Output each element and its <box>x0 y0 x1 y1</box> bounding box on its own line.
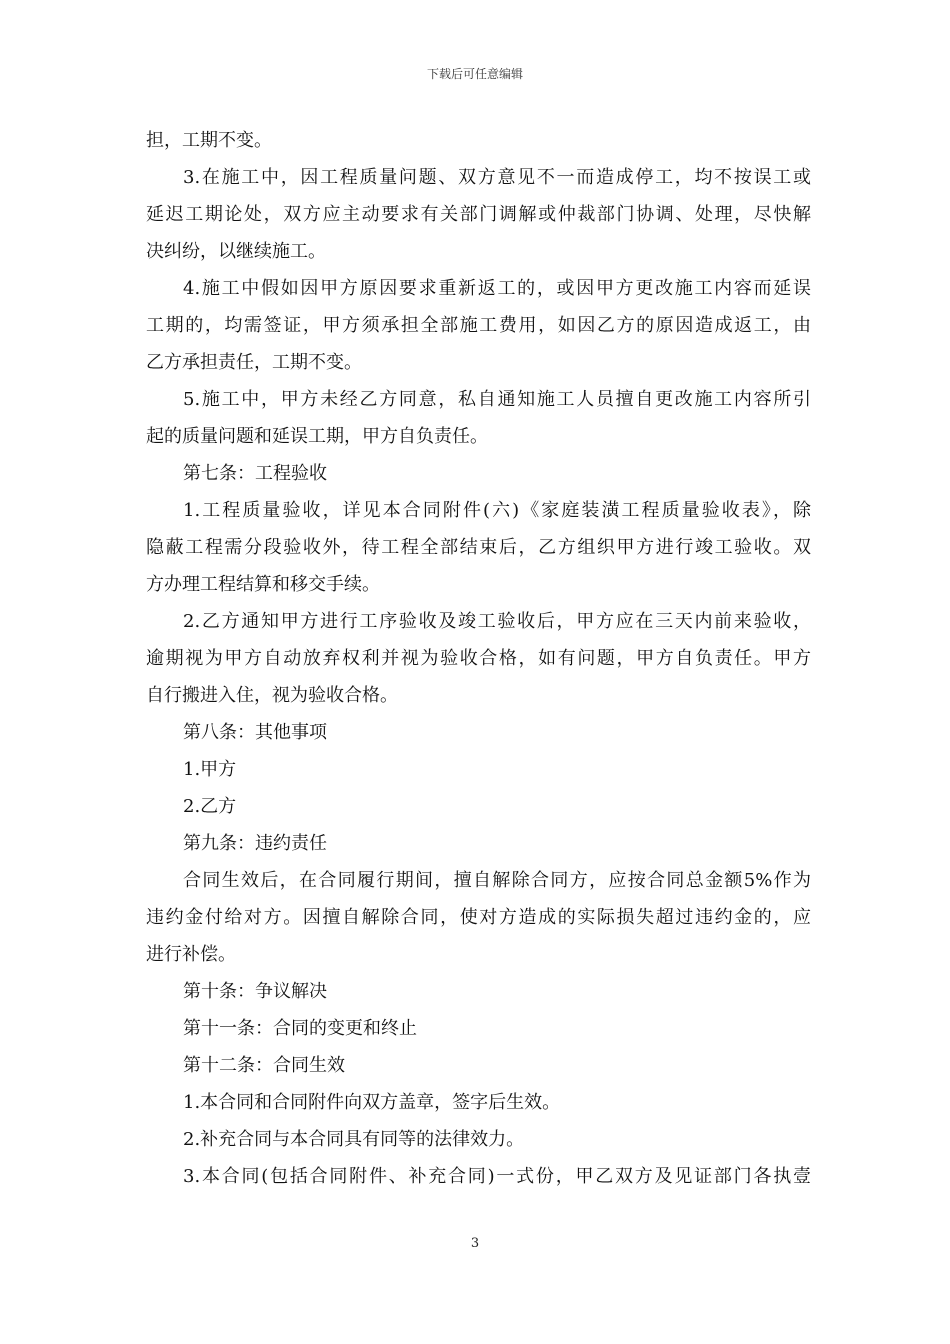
paragraph-line: 3.在施工中，因工程质量问题、双方意见不一而造成停工，均不按误工或 <box>183 167 811 188</box>
paragraph-line: 决纠纷，以继续施工。 <box>146 241 326 262</box>
page-number: 3 <box>470 1236 480 1251</box>
paragraph <box>146 1121 811 1158</box>
paragraph-line: 起的质量问题和延误工期，甲方自负责任。 <box>146 426 488 447</box>
paragraph <box>146 714 811 751</box>
paragraph-line: 1.本合同和合同附件向双方盖章，签字后生效。 <box>183 1092 561 1113</box>
paragraph-line: 2.补充合同与本合同具有同等的法律效力。 <box>183 1129 525 1150</box>
paragraph <box>146 751 811 788</box>
paragraph <box>146 381 811 455</box>
paragraph-line: 2.乙方通知甲方进行工序验收及竣工验收后，甲方应在三天内前来验收， <box>183 611 811 632</box>
paragraph <box>146 825 811 862</box>
paragraph <box>146 788 811 825</box>
page-header: 下载后可任意编辑 <box>426 67 523 81</box>
paragraph-line: 2.乙方 <box>183 796 237 817</box>
paragraph-line: 第九条：违约责任 <box>183 833 327 854</box>
paragraph <box>146 455 811 492</box>
paragraph-line: 5.施工中，甲方未经乙方同意，私自通知施工人员擅自更改施工内容所引 <box>183 389 811 410</box>
paragraph <box>146 492 811 603</box>
paragraph-line: 第十条：争议解决 <box>183 981 327 1002</box>
paragraph <box>146 973 811 1010</box>
paragraph-line: 第七条：工程验收 <box>183 463 327 484</box>
paragraph-line: 延迟工期论处，双方应主动要求有关部门调解或仲裁部门协调、处理，尽快解 <box>146 204 811 225</box>
paragraph-line: 工期的，均需签证，甲方须承担全部施工费用，如因乙方的原因造成返工，由 <box>146 315 811 336</box>
paragraph-line: 担，工期不变。 <box>146 130 272 151</box>
paragraph-line: 自行搬进入住，视为验收合格。 <box>146 685 398 706</box>
paragraph <box>146 1047 811 1084</box>
paragraph <box>146 1158 811 1195</box>
paragraph <box>146 603 811 714</box>
paragraph-line: 1.工程质量验收，详见本合同附件(六)《家庭装潢工程质量验收表》，除 <box>183 500 811 521</box>
paragraph <box>146 122 811 159</box>
paragraph-line: 违约金付给对方。因擅自解除合同，使对方造成的实际损失超过违约金的，应 <box>146 907 811 928</box>
paragraph-line: 隐蔽工程需分段验收外，待工程全部结束后，乙方组织甲方进行竣工验收。双 <box>146 537 811 558</box>
paragraph-line: 乙方承担责任，工期不变。 <box>146 352 362 373</box>
paragraph <box>146 270 811 381</box>
paragraph-line: 1.甲方 <box>183 759 237 780</box>
paragraph-line: 逾期视为甲方自动放弃权利并视为验收合格，如有问题，甲方自负责任。甲方 <box>146 648 811 669</box>
paragraph <box>146 862 811 973</box>
document-body <box>146 122 811 1195</box>
paragraph <box>146 1010 811 1047</box>
paragraph-line: 4.施工中假如因甲方原因要求重新返工的，或因甲方更改施工内容而延误 <box>183 278 811 299</box>
paragraph-line: 合同生效后，在合同履行期间，擅自解除合同方，应按合同总金额5%作为 <box>183 870 811 891</box>
paragraph <box>146 159 811 270</box>
paragraph-line: 方办理工程结算和移交手续。 <box>146 574 380 595</box>
paragraph-line: 第十一条：合同的变更和终止 <box>183 1018 417 1039</box>
paragraph-line: 3.本合同(包括合同附件、补充合同)一式份，甲乙双方及见证部门各执壹 <box>183 1166 811 1187</box>
paragraph <box>146 1084 811 1121</box>
paragraph-line: 进行补偿。 <box>146 944 236 965</box>
paragraph-line: 第十二条：合同生效 <box>183 1055 345 1076</box>
paragraph-line: 第八条：其他事项 <box>183 722 327 743</box>
